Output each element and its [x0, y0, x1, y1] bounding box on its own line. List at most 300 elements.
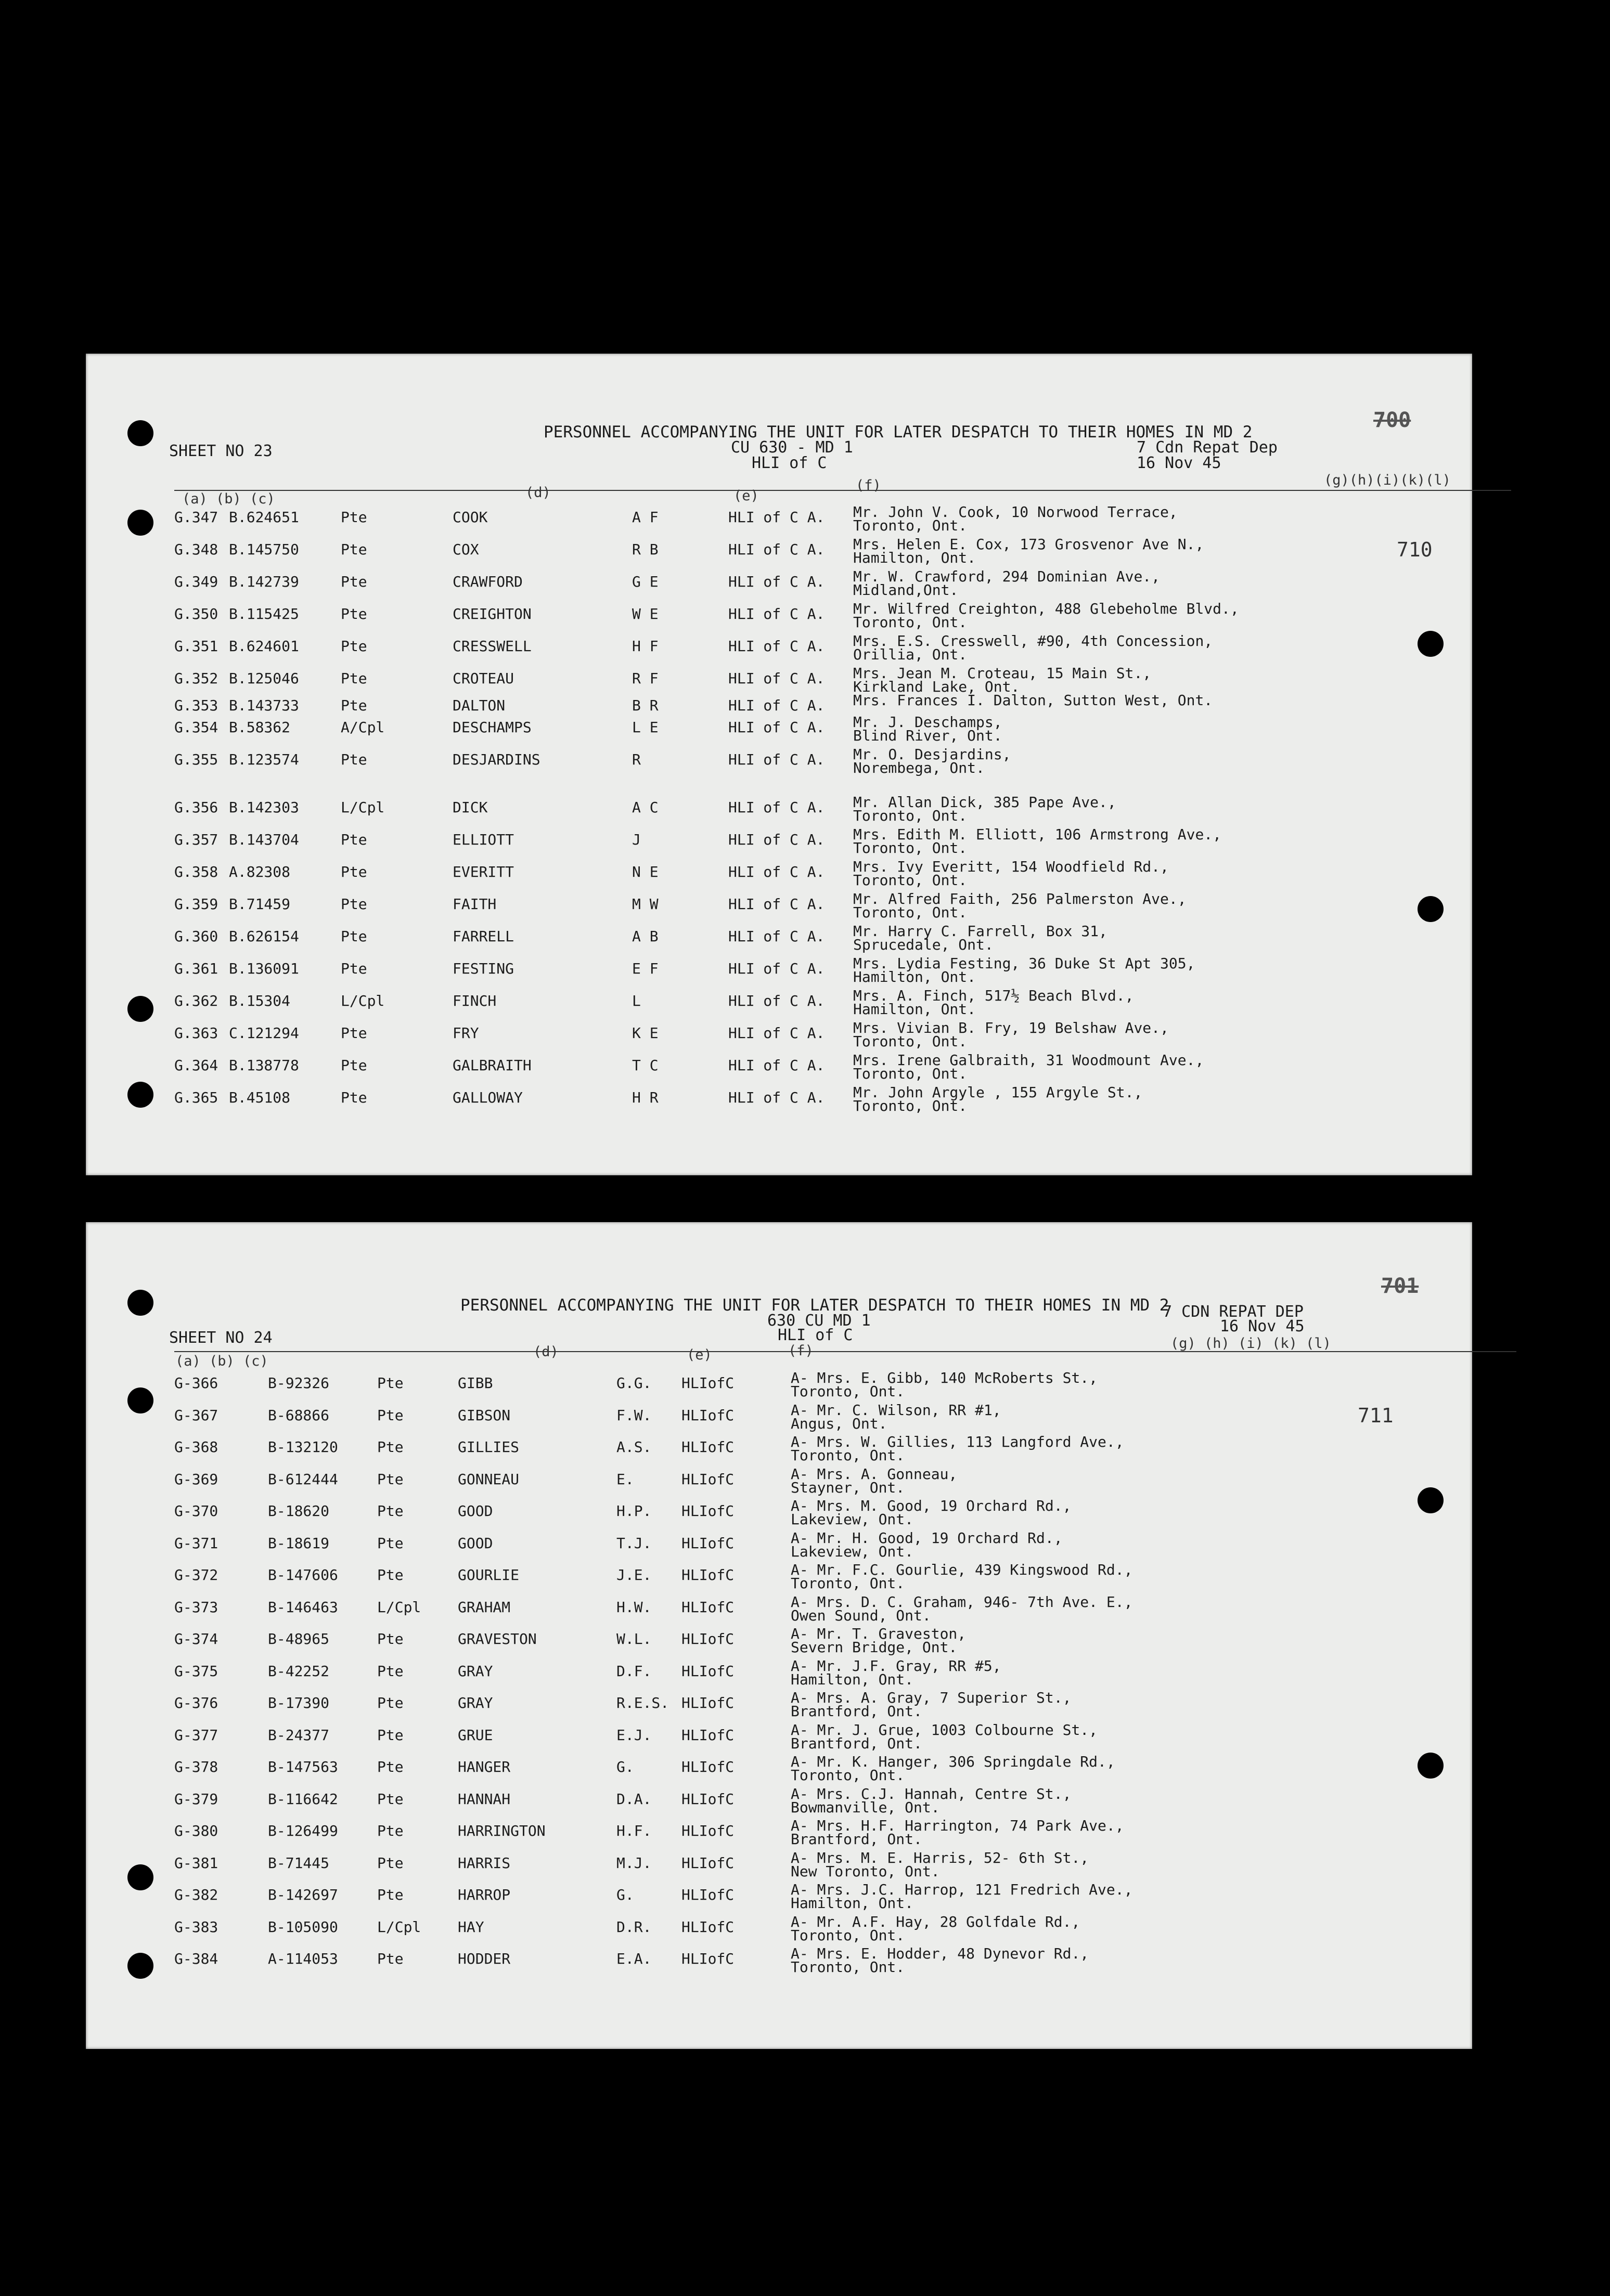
cell-number: B.71459 — [229, 896, 291, 913]
cell-unit: HLIofC — [681, 1598, 735, 1616]
cell-name: FRY — [453, 1024, 479, 1042]
cell-serial: G.359 — [174, 896, 218, 913]
column-letter-e: (e) — [687, 1347, 712, 1363]
cell-addr2: Angus, Ont. — [791, 1415, 887, 1432]
cell-initials: E. — [616, 1470, 634, 1488]
sheet-title: PERSONNEL ACCOMPANYING THE UNIT FOR LATER DESPATCH TO THEIR HOMES IN MD 2 — [544, 423, 1253, 442]
cell-addr2: Toronto, Ont. — [853, 1033, 968, 1050]
cell-rank: Pte — [377, 1886, 404, 1903]
cell-addr1: Mrs. Lydia Festing, 36 Duke St Apt 305, — [853, 955, 1195, 972]
cell-initials: R — [632, 751, 641, 768]
cell-initials: H.F. — [616, 1822, 652, 1839]
cell-unit: HLIofC — [681, 1918, 735, 1936]
cell-addr1: A- Mrs. A. Gray, 7 Superior St., — [791, 1689, 1072, 1706]
punch-hole — [1418, 631, 1444, 657]
cell-number: B.123574 — [229, 751, 299, 768]
cell-unit: HLIofC — [681, 1950, 735, 1967]
cell-rank: Pte — [341, 638, 367, 655]
cell-initials: N E — [632, 863, 659, 880]
cell-serial: G-382 — [174, 1886, 218, 1903]
cell-rank: Pte — [341, 1024, 367, 1042]
cell-number: B.626154 — [229, 928, 299, 945]
cell-unit: HLIofC — [681, 1758, 735, 1775]
cell-addr2: Sprucedale, Ont. — [853, 936, 994, 953]
cell-serial: G.352 — [174, 670, 218, 687]
cell-unit: HLIofC — [681, 1630, 735, 1648]
cell-serial: G.350 — [174, 605, 218, 622]
cell-unit: HLI of C A. — [728, 541, 825, 558]
cell-name: GRAVESTON — [458, 1630, 537, 1648]
cell-unit: HLIofC — [681, 1470, 735, 1488]
cell-addr2: Brantford, Ont. — [791, 1831, 922, 1848]
cell-serial: G-380 — [174, 1822, 218, 1839]
column-letters-ghikl: (g)(h)(i)(k)(l) — [1324, 472, 1451, 488]
cell-addr1: Mrs. Irene Galbraith, 31 Woodmount Ave., — [853, 1052, 1204, 1069]
cell-number: B-132120 — [268, 1438, 338, 1456]
cell-serial: G.361 — [174, 960, 218, 977]
cell-number: B-146463 — [268, 1598, 338, 1616]
cell-initials: E F — [632, 960, 659, 977]
cell-addr2: Norembega, Ont. — [853, 759, 985, 776]
cell-rank: L/Cpl — [341, 799, 385, 816]
cell-name: GIBSON — [458, 1406, 511, 1424]
cell-unit: HLI of C A. — [728, 605, 825, 622]
cell-rank: Pte — [341, 960, 367, 977]
cell-addr2: Toronto, Ont. — [853, 839, 968, 857]
cell-rank: Pte — [377, 1726, 404, 1744]
punch-hole — [1418, 1487, 1444, 1513]
punch-hole — [127, 1082, 153, 1108]
cell-rank: Pte — [377, 1630, 404, 1648]
cell-addr1: Mr. Harry C. Farrell, Box 31, — [853, 923, 1107, 940]
cell-serial: G.349 — [174, 573, 218, 590]
cell-name: DESCHAMPS — [453, 719, 532, 736]
cell-number: B-92326 — [268, 1374, 330, 1392]
column-letter-e: (e) — [733, 488, 759, 504]
cell-rank: Pte — [377, 1790, 404, 1808]
cell-addr1: A- Mr. J. Grue, 1003 Colbourne St., — [791, 1721, 1098, 1739]
sheet-subtitle-unit: 630 CU MD 1 — [767, 1312, 871, 1330]
cell-rank: Pte — [341, 863, 367, 880]
cell-serial: G.357 — [174, 831, 218, 848]
cell-initials: L — [632, 992, 641, 1009]
cell-name: GRUE — [458, 1726, 493, 1744]
roll-sheet-23 — [86, 354, 1472, 1175]
cell-rank: Pte — [341, 697, 367, 714]
cell-name: GRAY — [458, 1662, 493, 1680]
cell-unit: HLIofC — [681, 1790, 735, 1808]
cell-unit: HLIofC — [681, 1726, 735, 1744]
cell-rank: Pte — [377, 1502, 404, 1520]
cell-rank: Pte — [377, 1438, 404, 1456]
cell-unit: HLIofC — [681, 1886, 735, 1903]
cell-number: B-68866 — [268, 1406, 330, 1424]
cell-unit: HLIofC — [681, 1502, 735, 1520]
cell-addr1: Mr. John Argyle , 155 Argyle St., — [853, 1084, 1143, 1101]
cell-serial: G-368 — [174, 1438, 218, 1456]
cell-serial: G-381 — [174, 1854, 218, 1872]
cell-initials: M W — [632, 896, 659, 913]
cell-unit: HLI of C A. — [728, 1057, 825, 1074]
sheet-subtitle-regiment: HLI of C — [752, 454, 827, 472]
cell-initials: A F — [632, 509, 659, 526]
cell-rank: Pte — [377, 1854, 404, 1872]
cell-addr1: A- Mrs. W. Gillies, 113 Langford Ave., — [791, 1433, 1124, 1450]
cell-addr2: Toronto, Ont. — [853, 1065, 968, 1082]
column-letter-d: (d) — [525, 485, 551, 501]
cell-number: C.121294 — [229, 1024, 299, 1042]
cell-initials: H.W. — [616, 1598, 652, 1616]
cell-name: CRESSWELL — [453, 638, 532, 655]
cell-addr2: Toronto, Ont. — [791, 1926, 905, 1944]
cell-unit: HLIofC — [681, 1854, 735, 1872]
cell-rank: Pte — [377, 1534, 404, 1552]
cell-unit: HLI of C A. — [728, 638, 825, 655]
cell-rank: Pte — [377, 1374, 404, 1392]
cell-addr1: Mrs. Jean M. Croteau, 15 Main St., — [853, 665, 1152, 682]
cell-number: B-612444 — [268, 1470, 338, 1488]
cell-addr1: Mrs. A. Finch, 517½ Beach Blvd., — [853, 987, 1134, 1004]
cell-name: FINCH — [453, 992, 497, 1009]
cell-name: GOOD — [458, 1502, 493, 1520]
punch-hole — [127, 420, 153, 446]
cell-number: A-114053 — [268, 1950, 338, 1967]
cell-number: B-147563 — [268, 1758, 338, 1775]
cell-initials: A B — [632, 928, 659, 945]
cell-name: HARROP — [458, 1886, 511, 1903]
cell-initials: R F — [632, 670, 659, 687]
cell-rank: Pte — [377, 1758, 404, 1775]
cell-unit: HLI of C A. — [728, 992, 825, 1009]
cell-initials: D.A. — [616, 1790, 652, 1808]
cell-addr2: Orillia, Ont. — [853, 646, 968, 663]
cell-serial: G-371 — [174, 1534, 218, 1552]
cell-rank: Pte — [341, 509, 367, 526]
cell-name: HARRINGTON — [458, 1822, 546, 1839]
cell-unit: HLIofC — [681, 1822, 735, 1839]
cell-addr1: A- Mrs. D. C. Graham, 946- 7th Ave. E., — [791, 1593, 1133, 1611]
depot-name: 7 CDN REPAT DEP — [1163, 1303, 1304, 1321]
cell-addr2: Owen Sound, Ont. — [791, 1606, 931, 1624]
cell-number: B-126499 — [268, 1822, 338, 1839]
cell-number: A.82308 — [229, 863, 291, 880]
cell-unit: HLI of C A. — [728, 509, 825, 526]
cell-rank: Pte — [341, 1089, 367, 1106]
cell-name: FAITH — [453, 896, 497, 913]
cell-initials: H F — [632, 638, 659, 655]
cell-addr2: Toronto, Ont. — [853, 517, 968, 534]
cell-addr1: Mrs. E.S. Cresswell, #90, 4th Concession, — [853, 632, 1213, 650]
cell-serial: G-373 — [174, 1598, 218, 1616]
cell-serial: G-379 — [174, 1790, 218, 1808]
cell-addr2: Toronto, Ont. — [791, 1767, 905, 1784]
cell-rank: Pte — [377, 1950, 404, 1967]
cell-serial: G.358 — [174, 863, 218, 880]
cell-addr1: A- Mr. C. Wilson, RR #1, — [791, 1401, 1001, 1419]
column-letter-f: (f) — [788, 1343, 814, 1359]
cell-unit: HLI of C A. — [728, 896, 825, 913]
cell-unit: HLI of C A. — [728, 863, 825, 880]
cell-initials: W E — [632, 605, 659, 622]
cell-rank: Pte — [377, 1406, 404, 1424]
cell-name: COX — [453, 541, 479, 558]
cell-unit: HLI of C A. — [728, 751, 825, 768]
cell-addr1: A- Mrs. C.J. Hannah, Centre St., — [791, 1785, 1072, 1802]
cell-addr2: Toronto, Ont. — [853, 904, 968, 921]
cell-unit: HLI of C A. — [728, 670, 825, 687]
punch-hole — [127, 1953, 153, 1979]
cell-number: B-142697 — [268, 1886, 338, 1903]
cell-serial: G-366 — [174, 1374, 218, 1392]
cell-addr2: Hamilton, Ont. — [853, 549, 976, 566]
punch-hole — [127, 510, 153, 536]
cell-addr1: A- Mrs. E. Gibb, 140 McRoberts St., — [791, 1369, 1098, 1386]
cell-serial: G.347 — [174, 509, 218, 526]
cell-number: B.45108 — [229, 1089, 291, 1106]
cell-initials: A C — [632, 799, 659, 816]
cell-rank: Pte — [341, 605, 367, 622]
cell-initials: G E — [632, 573, 659, 590]
cell-number: B-105090 — [268, 1918, 338, 1936]
cell-serial: G.363 — [174, 1024, 218, 1042]
column-letters-ghikl: (g) (h) (i) (k) (l) — [1170, 1335, 1331, 1352]
cell-number: B.145750 — [229, 541, 299, 558]
cell-addr1: Mr. John V. Cook, 10 Norwood Terrace, — [853, 503, 1178, 521]
cell-initials: M.J. — [616, 1854, 652, 1872]
cell-serial: G.355 — [174, 751, 218, 768]
cell-number: B-17390 — [268, 1694, 330, 1711]
cell-name: GOOD — [458, 1534, 493, 1552]
cell-addr2: Toronto, Ont. — [791, 1383, 905, 1400]
cell-initials: H.P. — [616, 1502, 652, 1520]
cell-name: CREIGHTON — [453, 605, 532, 622]
cell-initials: E.J. — [616, 1726, 652, 1744]
cell-addr2: Toronto, Ont. — [791, 1447, 905, 1464]
cell-serial: G-376 — [174, 1694, 218, 1711]
cell-number: B.143704 — [229, 831, 299, 848]
cell-number: B.624601 — [229, 638, 299, 655]
cell-serial: G.360 — [174, 928, 218, 945]
cell-rank: Pte — [341, 928, 367, 945]
cell-number: B.136091 — [229, 960, 299, 977]
cell-addr1: A- Mrs. J.C. Harrop, 121 Fredrich Ave., — [791, 1881, 1133, 1898]
cell-serial: G.362 — [174, 992, 218, 1009]
roll-sheet-24 — [86, 1222, 1472, 2049]
cell-addr2: Bowmanville, Ont. — [791, 1798, 940, 1816]
cell-addr1: A- Mr. T. Graveston, — [791, 1625, 967, 1642]
cell-serial: G.364 — [174, 1057, 218, 1074]
cell-name: HARRIS — [458, 1854, 511, 1872]
cell-addr2: Hamilton, Ont. — [791, 1670, 914, 1688]
cell-number: B.15304 — [229, 992, 291, 1009]
page-number: 700 — [1373, 408, 1411, 432]
cell-name: GALBRAITH — [453, 1057, 532, 1074]
cell-addr1: Mr. Alfred Faith, 256 Palmerston Ave., — [853, 890, 1187, 907]
cell-name: GALLOWAY — [453, 1089, 523, 1106]
cell-number: B.142739 — [229, 573, 299, 590]
cell-addr2: Toronto, Ont. — [853, 1097, 968, 1114]
cell-name: HANNAH — [458, 1790, 511, 1808]
cell-initials: G. — [616, 1758, 634, 1775]
cell-initials: E.A. — [616, 1950, 652, 1967]
cell-initials: H R — [632, 1089, 659, 1106]
cell-unit: HLI of C A. — [728, 697, 825, 714]
cell-rank: Pte — [341, 670, 367, 687]
cell-name: HODDER — [458, 1950, 511, 1967]
cell-rank: Pte — [341, 751, 367, 768]
cell-rank: L/Cpl — [377, 1918, 421, 1936]
cell-name: CROTEAU — [453, 670, 514, 687]
cell-addr2: Brantford, Ont. — [791, 1734, 922, 1752]
cell-addr2: Toronto, Ont. — [791, 1575, 905, 1592]
cell-addr1: A- Mr. F.C. Gourlie, 439 Kingswood Rd., — [791, 1561, 1133, 1578]
header-rule — [174, 490, 1511, 491]
cell-rank: Pte — [341, 541, 367, 558]
cell-serial: G.351 — [174, 638, 218, 655]
cell-number: B.125046 — [229, 670, 299, 687]
depot-name: 7 Cdn Repat Dep — [1137, 438, 1278, 457]
cell-number: B-48965 — [268, 1630, 330, 1648]
column-letters-abc: (a) (b) (c) — [175, 1353, 268, 1369]
cell-addr2: Kirkland Lake, Ont. — [853, 678, 1020, 695]
punch-hole — [127, 1290, 153, 1316]
cell-initials: B R — [632, 697, 659, 714]
cell-addr1: A- Mrs. M. E. Harris, 52- 6th St., — [791, 1849, 1089, 1866]
cell-initials: L E — [632, 719, 659, 736]
cell-number: B.624651 — [229, 509, 299, 526]
sheet-number: SHEET NO 24 — [169, 1329, 273, 1347]
cell-number: B-24377 — [268, 1726, 330, 1744]
cell-serial: G-383 — [174, 1918, 218, 1936]
cell-initials: R B — [632, 541, 659, 558]
cell-initials: R.E.S. — [616, 1694, 669, 1711]
sheet-title: PERSONNEL ACCOMPANYING THE UNIT FOR LATER DESPATCH TO THEIR HOMES IN MD 2 — [460, 1296, 1169, 1315]
column-letter-d: (d) — [533, 1344, 559, 1360]
sheet-subtitle-regiment: HLI of C — [778, 1326, 853, 1344]
cell-number: B-18620 — [268, 1502, 330, 1520]
cell-serial: G.365 — [174, 1089, 218, 1106]
cell-name: GRAHAM — [458, 1598, 511, 1616]
cell-serial: G-369 — [174, 1470, 218, 1488]
cell-name: DALTON — [453, 697, 506, 714]
cell-unit: HLI of C A. — [728, 719, 825, 736]
roll-date: 16 Nov 45 — [1137, 454, 1221, 472]
cell-rank: A/Cpl — [341, 719, 385, 736]
cell-name: COOK — [453, 509, 488, 526]
cell-unit: HLIofC — [681, 1438, 735, 1456]
cell-name: ELLIOTT — [453, 831, 514, 848]
cell-initials: F.W. — [616, 1406, 652, 1424]
cell-initials: A.S. — [616, 1438, 652, 1456]
cell-initials: D.F. — [616, 1662, 652, 1680]
cell-name: FESTING — [453, 960, 514, 977]
cell-name: DESJARDINS — [453, 751, 540, 768]
cell-addr2: Lakeview, Ont. — [791, 1542, 914, 1560]
cell-number: B-116642 — [268, 1790, 338, 1808]
cell-number: B-18619 — [268, 1534, 330, 1552]
cell-name: GILLIES — [458, 1438, 520, 1456]
cell-serial: G-372 — [174, 1566, 218, 1584]
cell-addr1: A- Mrs. A. Gonneau, — [791, 1465, 958, 1483]
cell-addr1: A- Mrs. H.F. Harrington, 74 Park Ave., — [791, 1817, 1124, 1834]
cell-addr1: Mrs. Vivian B. Fry, 19 Belshaw Ave., — [853, 1019, 1169, 1036]
cell-initials: K E — [632, 1024, 659, 1042]
cell-serial: G-374 — [174, 1630, 218, 1648]
cell-unit: HLI of C A. — [728, 928, 825, 945]
cell-addr2: Brantford, Ont. — [791, 1703, 922, 1720]
cell-rank: Pte — [341, 896, 367, 913]
cell-addr1: Mr. J. Deschamps, — [853, 714, 1002, 731]
cell-unit: HLI of C A. — [728, 573, 825, 590]
cell-unit: HLIofC — [681, 1406, 735, 1424]
cell-serial: G.353 — [174, 697, 218, 714]
cell-serial: G-367 — [174, 1406, 218, 1424]
cell-name: FARRELL — [453, 928, 514, 945]
cell-name: DICK — [453, 799, 488, 816]
cell-name: HANGER — [458, 1758, 511, 1775]
cell-addr1: Mrs. Edith M. Elliott, 106 Armstrong Ave., — [853, 826, 1222, 843]
cell-addr1: Mr. O. Desjardins, — [853, 746, 1011, 763]
cell-rank: Pte — [341, 1057, 367, 1074]
cell-addr2: Stayner, Ont. — [791, 1478, 905, 1496]
cell-unit: HLI of C A. — [728, 799, 825, 816]
cell-serial: G-375 — [174, 1662, 218, 1680]
cell-addr1: Mr. W. Crawford, 294 Dominian Ave., — [853, 568, 1161, 585]
cell-unit: HLIofC — [681, 1662, 735, 1680]
cell-initials: T.J. — [616, 1534, 652, 1552]
cell-initials: W.L. — [616, 1630, 652, 1648]
cell-serial: G-384 — [174, 1950, 218, 1967]
cell-rank: L/Cpl — [341, 992, 385, 1009]
cell-addr2: New Toronto, Ont. — [791, 1862, 940, 1880]
cell-addr1: Mrs. Helen E. Cox, 173 Grosvenor Ave N., — [853, 536, 1204, 553]
cell-addr1: Mrs. Ivy Everitt, 154 Woodfield Rd., — [853, 858, 1169, 875]
cell-number: B.138778 — [229, 1057, 299, 1074]
cell-addr2: Hamilton, Ont. — [791, 1895, 914, 1912]
cell-serial: G-370 — [174, 1502, 218, 1520]
cell-addr2: Lakeview, Ont. — [791, 1511, 914, 1528]
cell-number: B.143733 — [229, 697, 299, 714]
cell-addr2: Hamilton, Ont. — [853, 968, 976, 985]
cell-name: GIBB — [458, 1374, 493, 1392]
cell-serial: G-378 — [174, 1758, 218, 1775]
cell-initials: G. — [616, 1886, 634, 1903]
page-number: 701 — [1381, 1274, 1419, 1298]
cell-number: B-71445 — [268, 1854, 330, 1872]
punch-hole — [1418, 1753, 1444, 1779]
cell-addr2: Toronto, Ont. — [853, 872, 968, 889]
column-letters-abc: (a) (b) (c) — [182, 491, 275, 507]
cell-number: B-147606 — [268, 1566, 338, 1584]
cell-addr1: Mr. Allan Dick, 385 Pape Ave., — [853, 794, 1116, 811]
cell-initials: J — [632, 831, 641, 848]
sheet-number: SHEET NO 23 — [169, 442, 273, 460]
punch-hole — [127, 1387, 153, 1413]
punch-hole — [1418, 896, 1444, 922]
roll-date: 16 Nov 45 — [1220, 1317, 1305, 1335]
cell-unit: HLIofC — [681, 1566, 735, 1584]
cell-rank: Pte — [377, 1566, 404, 1584]
cell-name: HAY — [458, 1918, 484, 1936]
cell-name: GOURLIE — [458, 1566, 520, 1584]
cell-number: B.58362 — [229, 719, 291, 736]
cell-unit: HLI of C A. — [728, 960, 825, 977]
cell-initials: J.E. — [616, 1566, 652, 1584]
cell-initials: G.G. — [616, 1374, 652, 1392]
cell-rank: Pte — [377, 1822, 404, 1839]
cell-addr2: Toronto, Ont. — [791, 1958, 905, 1976]
cell-addr1: A- Mrs. E. Hodder, 48 Dynevor Rd., — [791, 1945, 1089, 1962]
